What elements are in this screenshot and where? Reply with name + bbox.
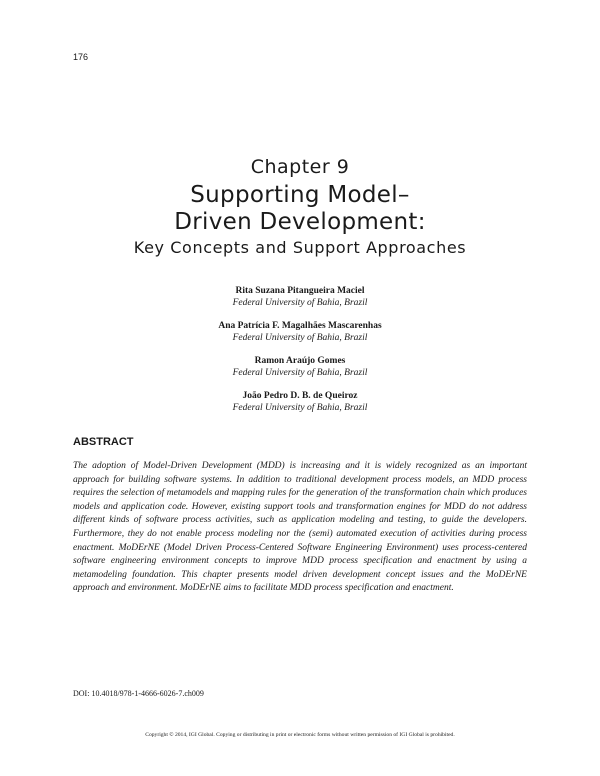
author-affiliation: Federal University of Bahia, Brazil	[232, 298, 368, 308]
author-name: Ramon Araújo Gomes	[254, 356, 346, 366]
author-name: Rita Suzana Pitangueira Maciel	[235, 286, 365, 296]
author-name: João Pedro D. B. de Queiroz	[242, 391, 358, 401]
author-block	[0, 285, 600, 309]
author-list	[0, 285, 600, 425]
abstract-text: The adoption of Model-Driven Development (MDD) is increasing and it is widely recognized as an important approach for building software systems. In addition to traditional development process models, an MDD process requires the selection of metamodels and mapping rules for the generation of the transformation chain which produces models and application code. However, existing support tools and transformation engines for MDD do not address different kinds of software process activities, such as application modeling and testing, to guide the developers. Furthermore, they do not enable process modeling nor the (semi) automated execution of activities during process enactment. MoDErNE (Model Driven Process-Centered Software Engineering Environment) uses process-centered software engineering environment concepts to improve MDD process specification and enactment by using a metamodeling foundation. This chapter presents model driven development concept issues and the MoDErNE approach and environment. MoDErNE aims to facilitate MDD process specification and enactment.	[73, 461, 527, 594]
author-name: Ana Patrícia F. Magalhães Mascarenhas	[218, 321, 382, 331]
chapter-label: Chapter 9	[250, 156, 350, 178]
abstract-heading: ABSTRACT	[73, 436, 134, 448]
title-line-2: Driven Development:	[174, 209, 426, 235]
author-affiliation: Federal University of Bahia, Brazil	[232, 333, 368, 343]
author-affiliation: Federal University of Bahia, Brazil	[232, 403, 368, 413]
author-block	[0, 355, 600, 379]
chapter-subtitle: Key Concepts and Support Approaches	[133, 238, 467, 257]
chapter-title	[0, 182, 600, 236]
doi: DOI: 10.4018/978-1-4666-6026-7.ch009	[73, 689, 204, 698]
copyright-notice: Copyright © 2014, IGI Global. Copying or distributing in print or electronic forms without written permission of IGI Global is prohibited.	[145, 732, 455, 738]
author-affiliation: Federal University of Bahia, Brazil	[232, 368, 368, 378]
author-block	[0, 320, 600, 344]
author-block	[0, 390, 600, 414]
title-line-1: Supporting Model–	[190, 182, 410, 208]
page-number: 176	[73, 52, 89, 62]
